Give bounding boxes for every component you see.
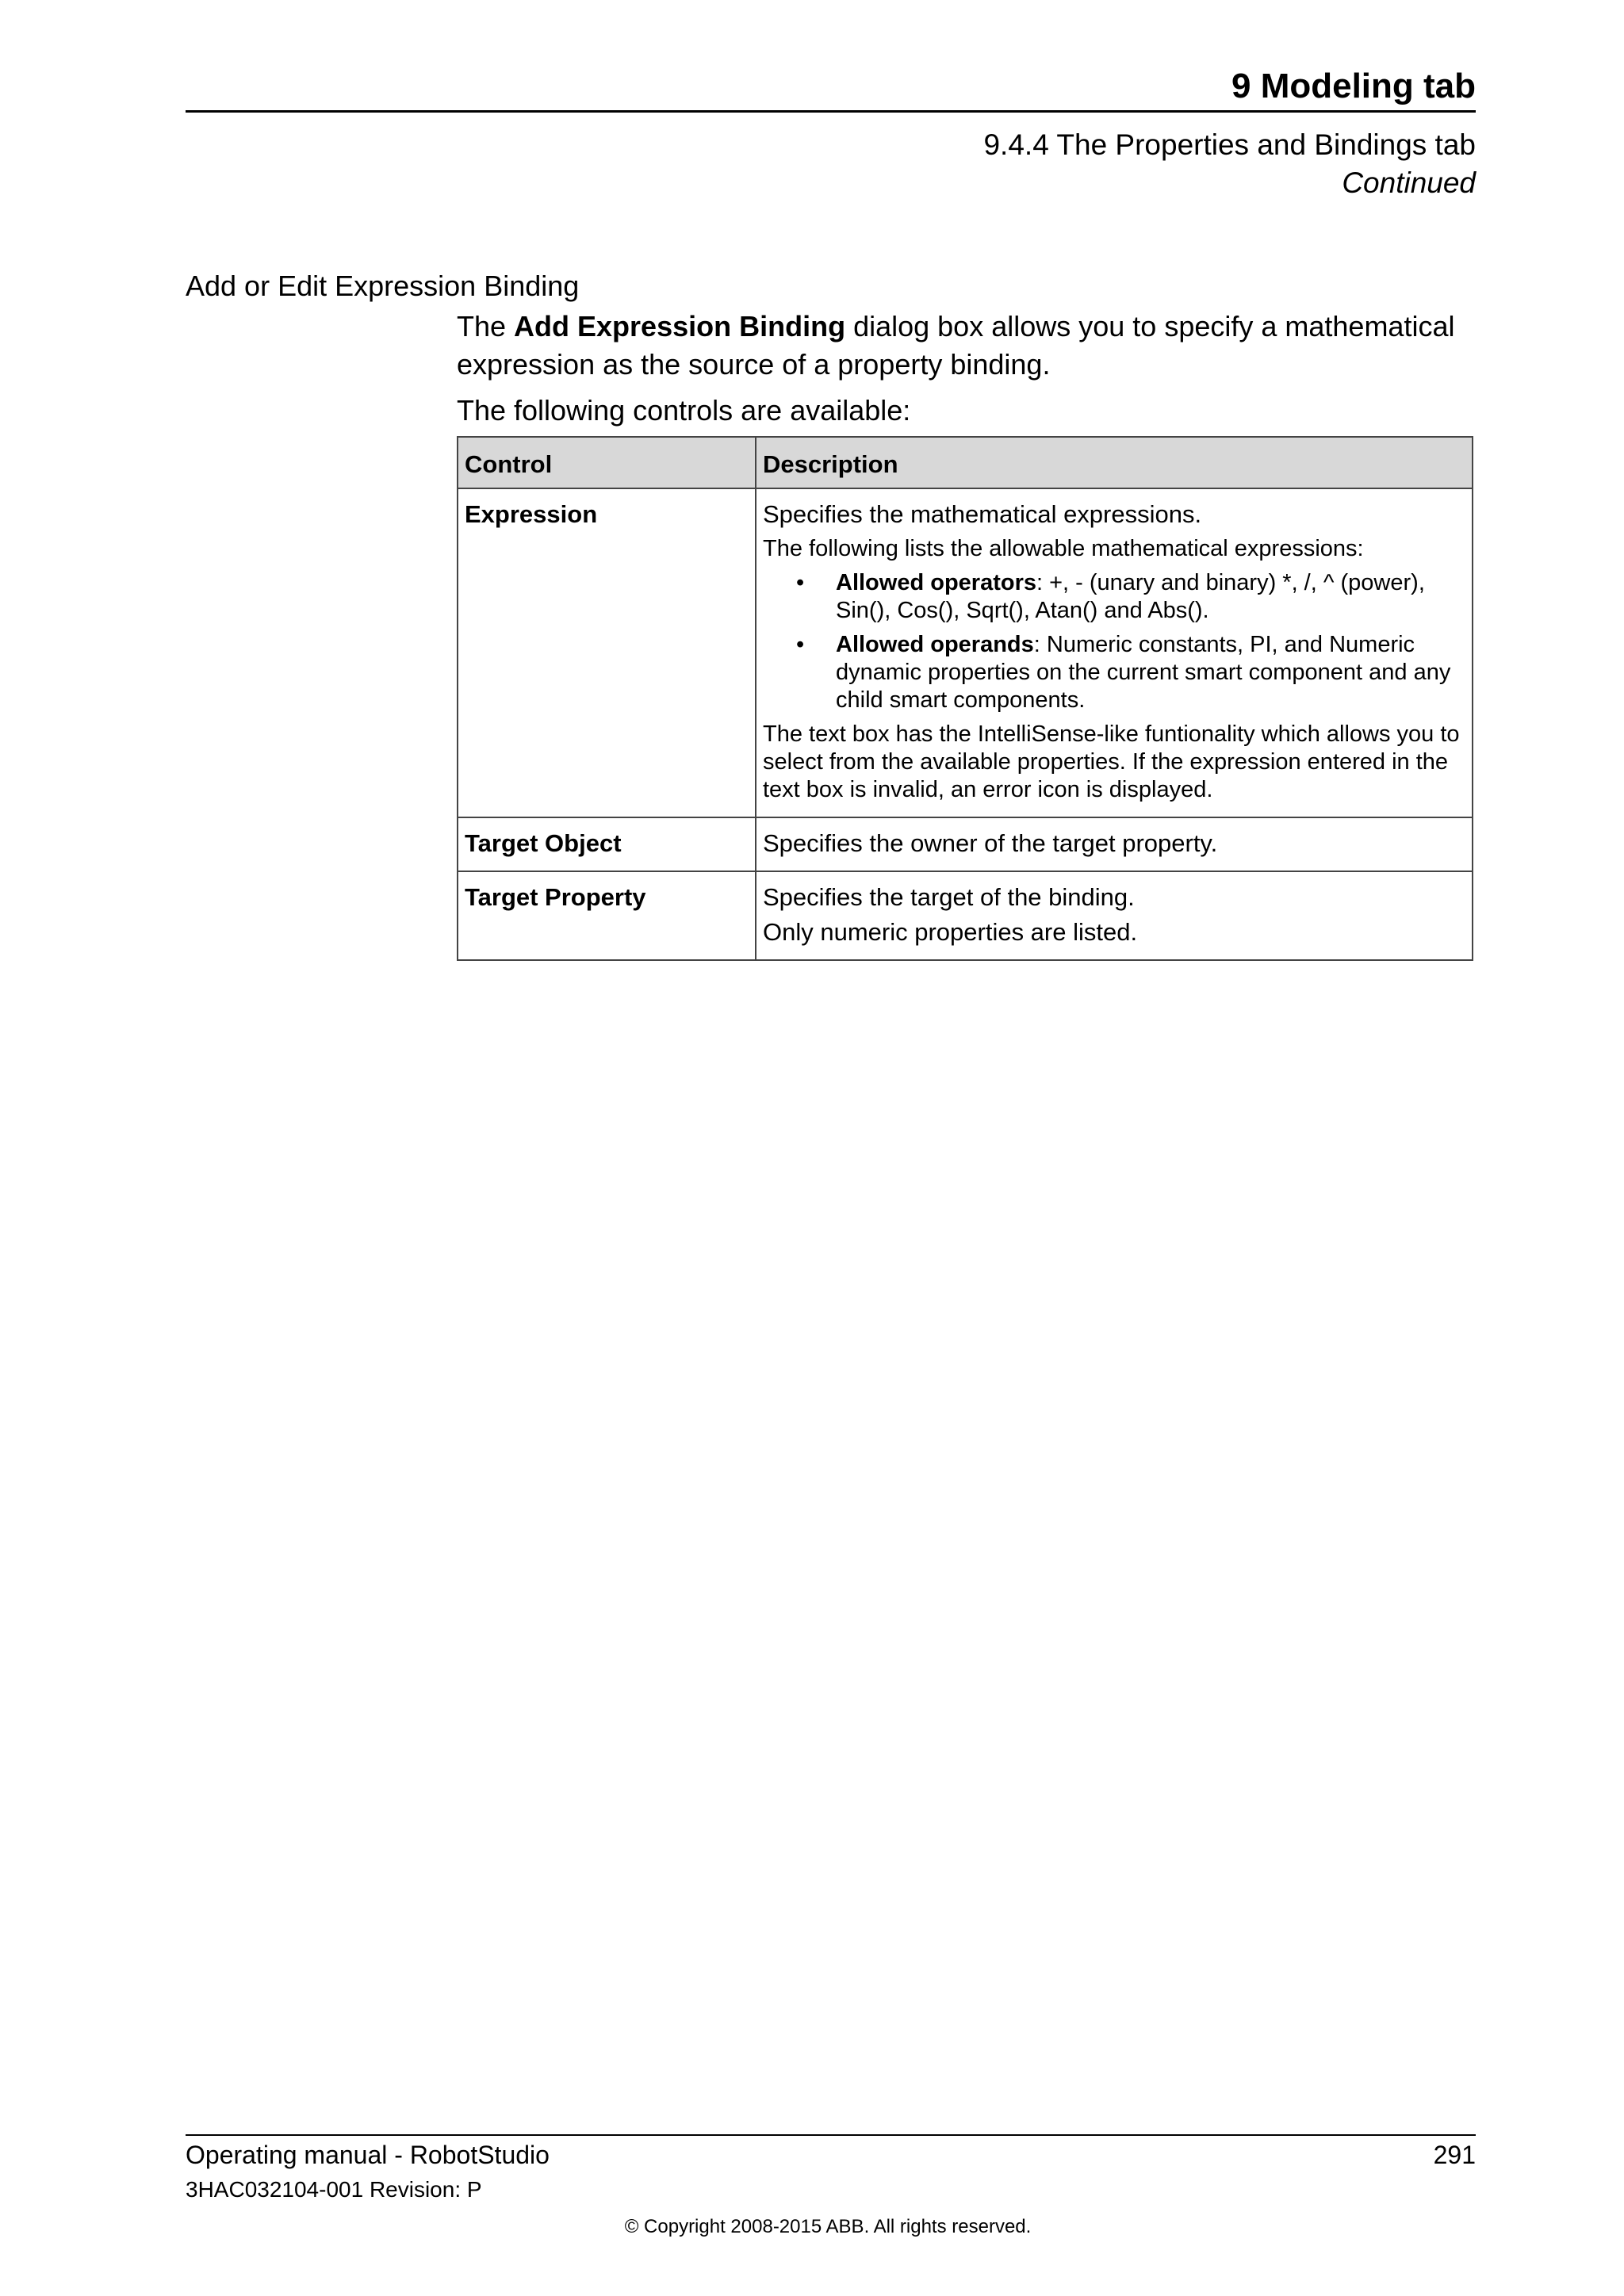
intro-suffix: dialog box allows you to specify a mathematical expression as the source of a property binding. <box>457 310 1455 381</box>
description-line: Specifies the mathematical expressions. <box>763 500 1202 528</box>
control-name: Target Property <box>458 871 756 960</box>
control-description <box>756 488 1473 817</box>
control-name: Target Object <box>458 817 756 871</box>
bullet-text: : +, - (unary and binary) *, /, ^ (power), Sin(), Cos(), Sqrt(), Atan() and Abs(). <box>836 570 1425 623</box>
list-item <box>763 631 1465 714</box>
header-description: Description <box>756 437 1473 488</box>
bullet-marker: • <box>796 632 805 657</box>
description-line: The following lists the allowable mathematical expressions: <box>763 536 1364 561</box>
control-description <box>756 871 1473 960</box>
side-heading: Add or Edit Expression Binding <box>186 270 580 302</box>
chapter-title: 9 Modeling tab <box>1231 67 1476 105</box>
dialog-name: Add Expression Binding <box>514 310 846 342</box>
footer-divider <box>186 2134 1476 2136</box>
description-line: Specifies the target of the binding. <box>763 883 1135 911</box>
header-divider <box>186 110 1476 113</box>
intro-paragraph <box>457 308 1480 384</box>
table-row-target-object <box>458 817 1473 871</box>
table-row-target-property <box>458 871 1473 960</box>
intro-prefix: The <box>457 310 515 342</box>
bullet-text: : Numeric constants, PI, and Numeric dynamic properties on the current smart component and any child smart components. <box>836 632 1451 713</box>
description-line: Specifies the owner of the target property. <box>763 829 1218 857</box>
footer-manual-title: Operating manual - RobotStudio <box>186 2141 550 2169</box>
table-header-row <box>458 437 1473 488</box>
document-id: 3HAC032104-001 Revision: P <box>186 2177 482 2202</box>
bullet-label: Allowed operators <box>836 570 1036 595</box>
description-line: The text box has the IntelliSense-like funtionality which allows you to select from the available properties. If the expression entered in the text box is invalid, an error icon is displayed. <box>763 721 1460 802</box>
control-description <box>756 817 1473 871</box>
body-text <box>457 308 1480 438</box>
header-control: Control <box>458 437 756 488</box>
controls-table <box>457 436 1473 961</box>
description-line: Only numeric properties are listed. <box>763 918 1138 946</box>
table-row-expression <box>458 488 1473 817</box>
section-title: 9.4.4 The Properties and Bindings tab <box>983 128 1476 161</box>
page-number: 291 <box>1433 2141 1476 2169</box>
control-name: Expression <box>458 488 756 817</box>
list-item <box>763 569 1465 625</box>
bullet-marker: • <box>796 570 805 595</box>
bullet-label: Allowed operands <box>836 632 1034 657</box>
bullet-list <box>763 569 1465 714</box>
continued-label: Continued <box>1342 166 1476 199</box>
controls-intro: The following controls are available: <box>457 394 911 427</box>
copyright-notice: © Copyright 2008-2015 ABB. All rights reserved. <box>624 2216 1032 2237</box>
